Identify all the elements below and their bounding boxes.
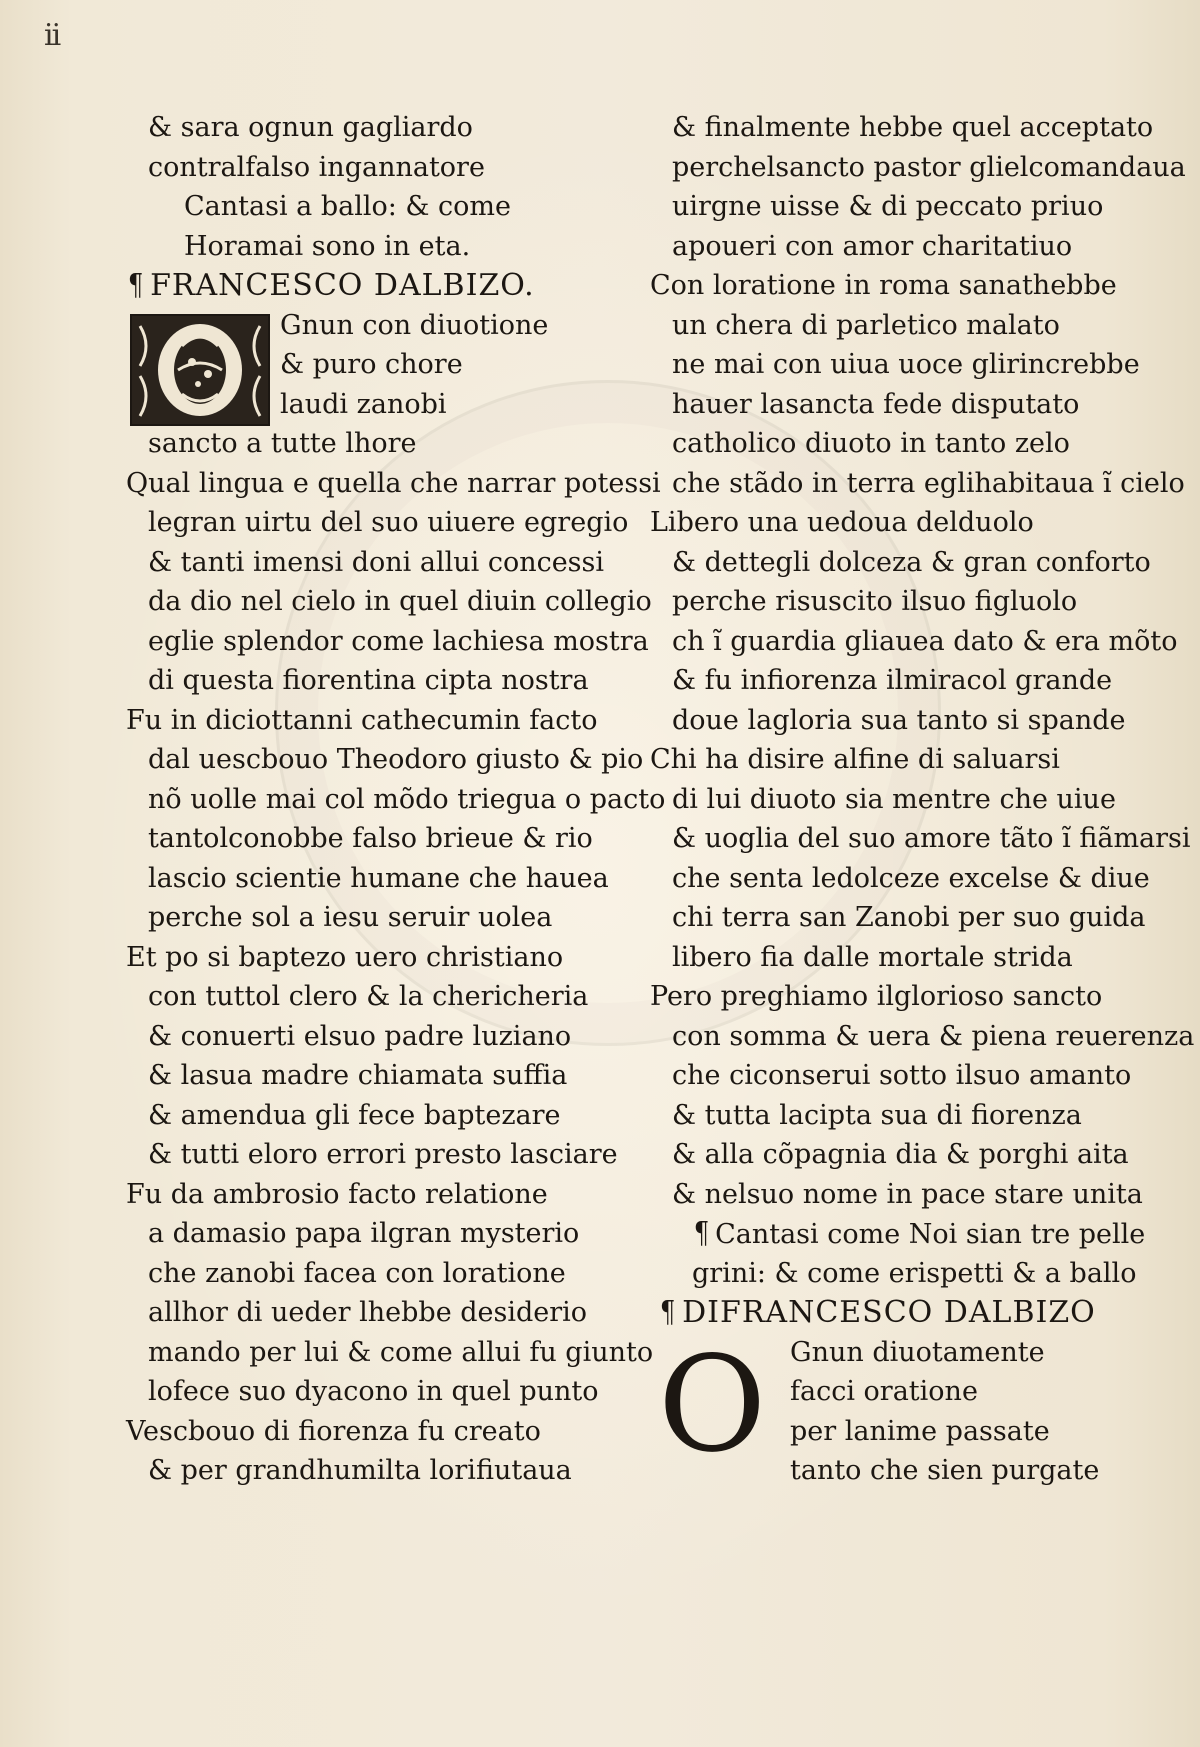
verse-line: perche sol a iesu seruir uolea — [148, 902, 553, 933]
verse-line: & alla cõpagnia dia & porghi aita — [672, 1139, 1129, 1170]
verse-line: Libero una uedoua delduolo — [650, 507, 1034, 538]
section-heading — [126, 266, 665, 306]
right-column — [650, 108, 1194, 1491]
verse-line: un chera di parletico malato — [672, 309, 1060, 341]
verse-line: Chi ha disire alfine di saluarsi — [650, 744, 1060, 775]
verse-line: ch ĩ guardia gliauea dato & era mõto — [672, 625, 1178, 657]
verse-line: perche risuscito ilsuo figluolo — [672, 586, 1078, 617]
verse-line: Con loratione in roma sanathebbe — [650, 270, 1117, 301]
verse-line: che ciconserui sotto ilsuo amanto — [672, 1060, 1132, 1091]
verse-line: Cantasi a ballo: & come — [184, 191, 512, 222]
verse-line: & dettegli dolceza & gran conforto — [672, 546, 1151, 578]
verse-line: dal uescbouo Theodoro giusto & pio — [148, 744, 644, 775]
initial-letter: O — [658, 1327, 767, 1482]
verse-line: & per grandhumilta lorifiutaua — [148, 1455, 572, 1486]
verse-line: libero fia dalle mortale strida — [672, 941, 1073, 973]
verse-line: & uoglia del suo amore tãto ĩ fiãmarsi — [672, 823, 1191, 854]
verse-line: da dio nel cielo in quel diuin collegio — [148, 586, 652, 617]
verse-line: che stãdo in terra eglihabitaua ĩ cielo — [672, 467, 1185, 499]
verse-line: laudi zanobi — [280, 388, 447, 420]
woodcut-initial-icon — [130, 314, 270, 426]
verse-line: Fu in diciottanni cathecumin facto — [126, 704, 598, 736]
verse-line: tantolconobbe falso brieue & rio — [148, 823, 593, 854]
verse-line: lascio scientie humane che hauea — [148, 862, 609, 894]
verse-line: ne mai con uiua uoce glirincrebbe — [672, 349, 1140, 380]
verse-line: & conuerti elsuo padre luziano — [148, 1020, 572, 1052]
verse-line: Gnun con diuotione — [280, 309, 549, 341]
verse-line: a damasio papa ilgran mysterio — [148, 1218, 580, 1249]
verse-line: Vescbouo di fiorenza fu creato — [126, 1415, 541, 1447]
verse-line: & tanti imensi doni allui concessi — [148, 546, 605, 578]
verse-line: hauer lasancta fede disputato — [672, 388, 1080, 420]
verse-line: con tuttol clero & la chericheria — [148, 981, 589, 1012]
verse-line: nõ uolle mai col mõdo triegua o pacto — [148, 783, 666, 815]
verse-line: Gnun diuotamente — [790, 1336, 1045, 1368]
verse-line: eglie splendor come lachiesa mostra — [148, 625, 649, 657]
verse-line: & lasua madre chiamata suffia — [148, 1060, 568, 1091]
verse-line: & tutta lacipta sua di fiorenza — [672, 1099, 1082, 1131]
verse-line: & sara ognun gagliardo — [148, 112, 473, 143]
verse-line: catholico diuoto in tanto zelo — [672, 428, 1070, 459]
verse-line: & amendua gli fece baptezare — [148, 1099, 561, 1131]
verse-line: con somma & uera & piena reuerenza — [672, 1020, 1195, 1052]
verse-line: apoueri con amor charitatiuo — [672, 230, 1073, 262]
heading-text: FRANCESCO DALBIZO. — [150, 268, 535, 303]
verse-line: mando per lui & come allui fu giunto — [148, 1336, 654, 1368]
verse-line: doue lagloria sua tanto si spande — [672, 704, 1126, 736]
verse-line: chi terra san Zanobi per suo guida — [672, 902, 1146, 933]
rubric-line: grini: & come erispetti & a ballo — [692, 1257, 1137, 1289]
verse-line: contralfalso ingannatore — [148, 151, 485, 183]
verse-line: di questa fiorentina cipta nostra — [148, 665, 589, 696]
pilcrow-icon: ¶ — [128, 268, 145, 303]
left-column — [126, 108, 665, 1491]
verse-line: legran uirtu del suo uiuere egregio — [148, 507, 629, 538]
verse-line: & fu infiorenza ilmiracol grande — [672, 665, 1113, 696]
section-heading — [650, 1293, 1194, 1333]
pilcrow-icon: ¶ — [660, 1295, 677, 1330]
decorated-initial-block — [126, 306, 665, 425]
verse-line: per lanime passate — [790, 1415, 1050, 1447]
verse-line: lofece suo dyacono in quel punto — [148, 1376, 599, 1407]
verse-line: allhor di ueder lhebbe desiderio — [148, 1297, 588, 1328]
verse-line: che senta ledolceze excelse & diue — [672, 862, 1150, 894]
verse-line: Horamai sono in eta. — [184, 230, 471, 262]
verse-line: di lui diuoto sia mentre che uiue — [672, 783, 1116, 815]
verse-line: & finalmente hebbe quel acceptato — [672, 112, 1154, 143]
pilcrow-icon: ¶ — [693, 1216, 710, 1251]
verse-line: & tutti eloro errori presto lasciare — [148, 1139, 618, 1170]
decorated-initial-block — [650, 1327, 1194, 1491]
verse-line: facci oratione — [790, 1376, 978, 1407]
rubric-line — [650, 1214, 1194, 1254]
verse-line: & nelsuo nome in pace stare unita — [672, 1178, 1143, 1210]
woodcut-pattern-icon — [132, 316, 268, 424]
verse-line: tanto che sien purgate — [790, 1455, 1100, 1486]
verse-line: Pero preghiamo ilglorioso sancto — [650, 981, 1103, 1012]
verse-line: perchelsancto pastor glielcomandaua — [672, 151, 1186, 183]
verse-line: che zanobi facea con loratione — [148, 1257, 566, 1289]
verse-line: Qual lingua e quella che narrar potessi — [126, 467, 661, 499]
verse-line: sancto a tutte lhore — [148, 428, 417, 459]
verse-line: Et po si baptezo uero christiano — [126, 941, 564, 973]
verse-line: & puro chore — [280, 349, 463, 380]
verse-line: Fu da ambrosio facto relatione — [126, 1178, 548, 1210]
rubric-text: Cantasi come Noi sian tre pelle — [715, 1219, 1146, 1250]
verse-line: uirgne uisse & di peccato priuo — [672, 191, 1104, 222]
folio-number: ii — [44, 18, 60, 53]
heading-text: DIFRANCESCO DALBIZO — [682, 1295, 1096, 1330]
